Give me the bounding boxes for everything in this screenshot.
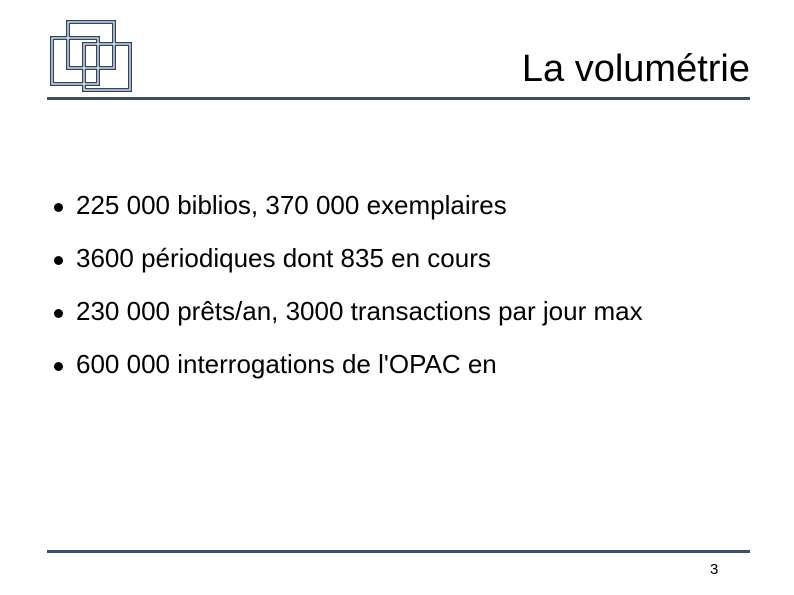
bullet-list <box>48 190 748 402</box>
overlapping-squares-logo-icon <box>48 18 138 96</box>
bullet-text: 600 000 interrogations de l'OPAC en <box>76 349 497 379</box>
bullet-item <box>48 349 748 380</box>
bullet-text: 3600 périodiques dont 835 en cours <box>76 243 491 273</box>
bullet-text: 225 000 biblios, 370 000 exemplaires <box>76 190 507 220</box>
bullet-text: 230 000 prêts/an, 3000 transactions par jour max <box>76 296 643 326</box>
slide-title: La volumétrie <box>521 48 750 90</box>
bullet-item <box>48 190 748 221</box>
title-divider <box>47 97 750 100</box>
page-number: 3 <box>710 561 719 578</box>
bullet-item <box>48 243 748 274</box>
bullet-item <box>48 296 748 327</box>
footer-divider <box>47 550 750 553</box>
